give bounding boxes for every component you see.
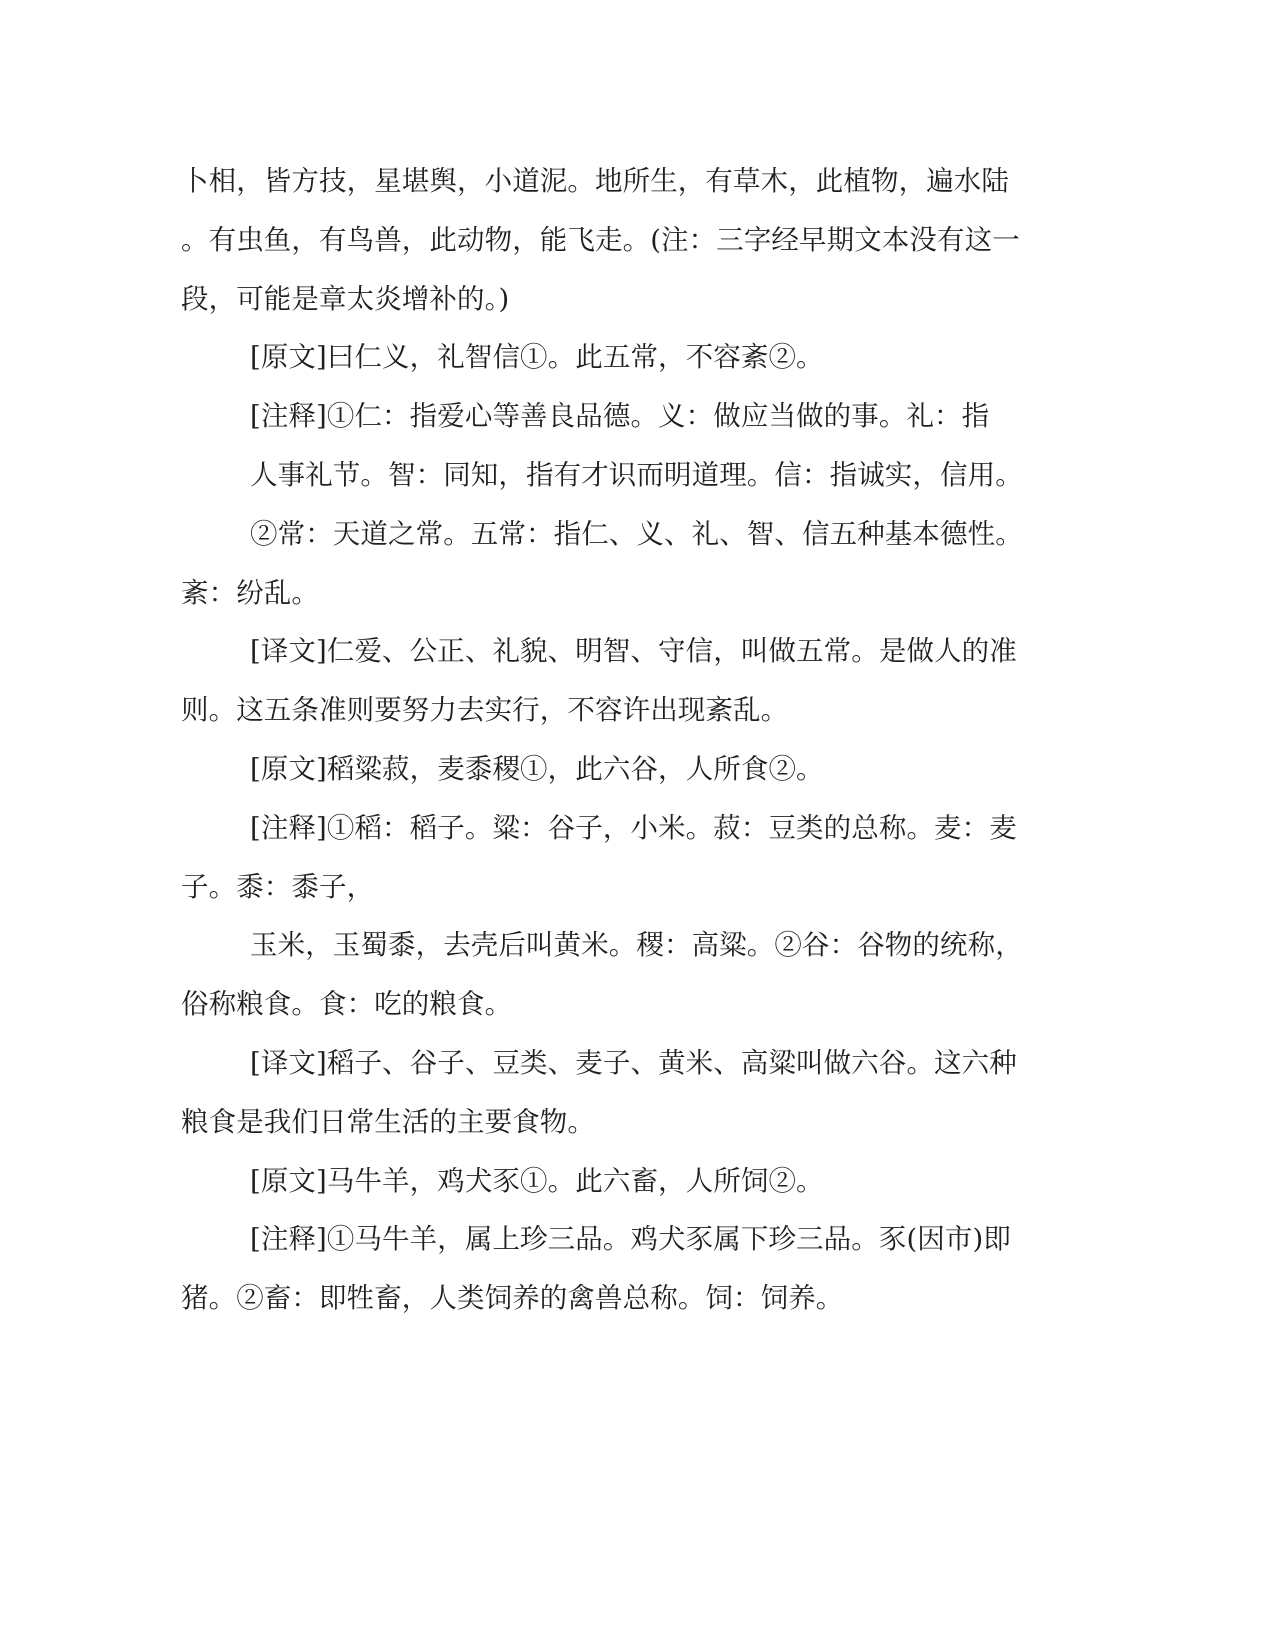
- annotation-line: [注释]①仁：指爱心等善良品德。义：做应当做的事。礼：指: [250, 400, 990, 433]
- annotation-line: 紊：纷乱。: [181, 576, 319, 609]
- translation-line: [译文]仁爱、公正、礼貌、明智、守信，叫做五常。是做人的准: [250, 635, 1017, 668]
- translation-line: [译文]稻子、谷子、豆类、麦子、黄米、高粱叫做六谷。这六种: [250, 1046, 1017, 1079]
- translation-line: 粮食是我们日常生活的主要食物。: [181, 1105, 595, 1138]
- text-line: 。有虫鱼，有鸟兽，此动物，能飞走。(注：三字经早期文本没有这一: [181, 223, 1020, 256]
- original-text-line: [原文]曰仁义，礼智信①。此五常，不容紊②。: [250, 341, 824, 374]
- original-text-line: [原文]稻粱菽，麦黍稷①，此六谷，人所食②。: [250, 752, 824, 785]
- annotation-line: 子。黍：黍子，: [181, 870, 375, 903]
- text-line: 卜相，皆方技，星堪舆，小道泥。地所生，有草木，此植物，遍水陆: [181, 165, 1009, 197]
- text-line: 段，可能是章太炎增补的。): [181, 282, 510, 315]
- annotation-line: ②常：天道之常。五常：指仁、义、礼、智、信五种基本德性。: [250, 517, 1023, 550]
- annotation-line: 人事礼节。智：同知，指有才识而明道理。信：指诚实，信用。: [250, 458, 1023, 491]
- annotation-line: 玉米，玉蜀黍，去壳后叫黄米。稷：高粱。②谷：谷物的统称，: [250, 929, 1023, 962]
- translation-line: 则。这五条准则要努力去实行，不容许出现紊乱。: [181, 694, 789, 727]
- annotation-line: 俗称粮食。食：吃的粮食。: [181, 988, 513, 1021]
- document-body: [181, 152, 1081, 1328]
- annotation-line: 猪。②畜：即牲畜，人类饲养的禽兽总称。饲：饲养。: [181, 1282, 844, 1315]
- original-text-line: [原文]马牛羊，鸡犬豕①。此六畜，人所饲②。: [250, 1164, 824, 1197]
- annotation-line: [注释]①马牛羊，属上珍三品。鸡犬豕属下珍三品。豕(因市)即: [250, 1223, 1011, 1256]
- annotation-line: [注释]①稻：稻子。粱：谷子，小米。菽：豆类的总称。麦：麦: [250, 811, 1017, 844]
